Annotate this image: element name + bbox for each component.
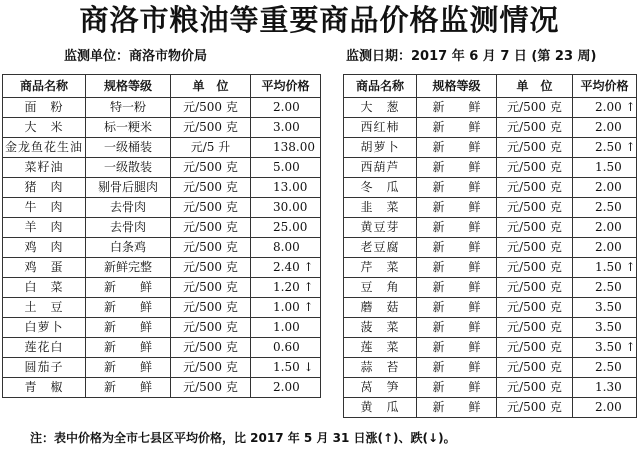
table-row	[344, 398, 637, 418]
unit-cell: 元/500 克	[497, 118, 573, 138]
product-name-cell: 西红柿	[344, 118, 417, 138]
grade-cell: 一级散装	[86, 158, 171, 178]
price-cell: 8.00	[251, 238, 321, 258]
unit-cell: 元/500 克	[497, 338, 573, 358]
product-name-cell: 黄豆芽	[344, 218, 417, 238]
unit-cell: 元/500 克	[497, 178, 573, 198]
price-cell: 2.50	[573, 198, 637, 218]
price-cell: 30.00	[251, 198, 321, 218]
table-row	[3, 138, 321, 158]
header-grade: 规格等级	[86, 75, 171, 98]
product-name-cell: 蒜 苔	[344, 358, 417, 378]
product-name-cell: 鸡 肉	[3, 238, 86, 258]
table-row	[3, 118, 321, 138]
unit-cell: 元/500 克	[171, 238, 251, 258]
grade-cell: 新 鲜	[417, 278, 497, 298]
product-name-cell: 土 豆	[3, 298, 86, 318]
product-name-cell: 金龙鱼花生油	[3, 138, 86, 158]
table-row	[3, 198, 321, 218]
price-cell: 1.50 ↑	[573, 258, 637, 278]
table-row	[3, 258, 321, 278]
product-name-cell: 蘑 菇	[344, 298, 417, 318]
table-row	[344, 178, 637, 198]
product-name-cell: 黄 瓜	[344, 398, 417, 418]
grade-cell: 新 鲜	[417, 158, 497, 178]
table-row	[344, 98, 637, 118]
unit-cell: 元/500 克	[497, 98, 573, 118]
unit-cell: 元/500 克	[497, 198, 573, 218]
product-name-cell: 莴 笋	[344, 378, 417, 398]
monitoring-unit: 监测单位：商洛市物价局	[64, 49, 208, 64]
price-cell: 1.50 ↓	[251, 358, 321, 378]
unit-cell: 元/500 克	[497, 138, 573, 158]
grade-cell: 新 鲜	[417, 398, 497, 418]
product-name-cell: 大 米	[3, 118, 86, 138]
grade-cell: 新 鲜	[417, 298, 497, 318]
table-row	[344, 138, 637, 158]
table-row	[3, 358, 321, 378]
header-average-price: 平均价格	[573, 75, 637, 98]
product-name-cell: 老豆腐	[344, 238, 417, 258]
header-average-price: 平均价格	[251, 75, 321, 98]
price-table-right-body	[344, 98, 637, 418]
price-cell: 13.00	[251, 178, 321, 198]
table-row	[344, 158, 637, 178]
table-row	[3, 338, 321, 358]
product-name-cell: 大 葱	[344, 98, 417, 118]
table-row	[344, 238, 637, 258]
grade-cell: 新 鲜	[86, 298, 171, 318]
product-name-cell: 圆茄子	[3, 358, 86, 378]
price-cell: 0.60	[251, 338, 321, 358]
unit-cell: 元/500 克	[171, 198, 251, 218]
grade-cell: 新 鲜	[417, 318, 497, 338]
grade-cell: 新 鲜	[417, 198, 497, 218]
unit-cell: 元/500 克	[171, 158, 251, 178]
grade-cell: 一级桶装	[86, 138, 171, 158]
price-cell: 1.00 ↑	[251, 298, 321, 318]
table-row	[3, 298, 321, 318]
unit-cell: 元/500 克	[497, 318, 573, 338]
grade-cell: 新 鲜	[86, 278, 171, 298]
grade-cell: 新 鲜	[417, 218, 497, 238]
price-cell: 2.40 ↑	[251, 258, 321, 278]
grade-cell: 白条鸡	[86, 238, 171, 258]
grade-cell: 新 鲜	[417, 358, 497, 378]
table-row	[3, 378, 321, 398]
table-row	[344, 338, 637, 358]
header-product-name: 商品名称	[344, 75, 417, 98]
price-cell: 2.00	[573, 118, 637, 138]
product-name-cell: 青 椒	[3, 378, 86, 398]
table-row	[344, 278, 637, 298]
unit-cell: 元/500 克	[497, 298, 573, 318]
unit-cell: 元/5 升	[171, 138, 251, 158]
grade-cell: 新 鲜	[417, 338, 497, 358]
unit-cell: 元/500 克	[171, 278, 251, 298]
price-cell: 2.00	[573, 398, 637, 418]
product-name-cell: 韭 菜	[344, 198, 417, 218]
unit-cell: 元/500 克	[171, 218, 251, 238]
grade-cell: 特一粉	[86, 98, 171, 118]
price-cell: 1.20 ↑	[251, 278, 321, 298]
unit-cell: 元/500 克	[171, 318, 251, 338]
product-name-cell: 莲 菜	[344, 338, 417, 358]
unit-cell: 元/500 克	[171, 98, 251, 118]
table-row	[344, 218, 637, 238]
unit-cell: 元/500 克	[171, 298, 251, 318]
table-header-row	[3, 75, 321, 98]
unit-cell: 元/500 克	[171, 338, 251, 358]
table-row	[3, 178, 321, 198]
unit-cell: 元/500 克	[171, 378, 251, 398]
product-name-cell: 白 菜	[3, 278, 86, 298]
price-cell: 3.50	[573, 318, 637, 338]
page-title: 商洛市粮油等重要商品价格监测情况	[79, 3, 560, 37]
table-row	[344, 318, 637, 338]
grade-cell: 新 鲜	[417, 118, 497, 138]
header-unit: 单 位	[497, 75, 573, 98]
unit-cell: 元/500 克	[497, 378, 573, 398]
price-table-right	[343, 74, 637, 418]
header-unit: 单 位	[171, 75, 251, 98]
header-grade: 规格等级	[417, 75, 497, 98]
grade-cell: 剔骨后腿肉	[86, 178, 171, 198]
unit-cell: 元/500 克	[497, 238, 573, 258]
grade-cell: 新 鲜	[417, 138, 497, 158]
grade-cell: 新 鲜	[417, 378, 497, 398]
price-cell: 1.50	[573, 158, 637, 178]
unit-cell: 元/500 克	[171, 258, 251, 278]
unit-cell: 元/500 克	[497, 398, 573, 418]
table-row	[3, 238, 321, 258]
grade-cell: 新 鲜	[86, 378, 171, 398]
product-name-cell: 菜籽油	[3, 158, 86, 178]
unit-cell: 元/500 克	[171, 358, 251, 378]
product-name-cell: 豆 角	[344, 278, 417, 298]
monitoring-date: 监测日期：2017 年 6 月 7 日 (第 23 周)	[346, 49, 597, 64]
grade-cell: 新鲜完整	[86, 258, 171, 278]
price-cell: 1.00	[251, 318, 321, 338]
product-name-cell: 菠 菜	[344, 318, 417, 338]
product-name-cell: 鸡 蛋	[3, 258, 86, 278]
price-cell: 5.00	[251, 158, 321, 178]
footnote: 注：表中价格为全市七县区平均价格，比 2017 年 5 月 31 日涨(↑)、跌(↓)。	[30, 431, 456, 445]
grade-cell: 去骨肉	[86, 198, 171, 218]
price-cell: 25.00	[251, 218, 321, 238]
table-row	[3, 158, 321, 178]
table-row	[3, 98, 321, 118]
price-cell: 3.50 ↑	[573, 338, 637, 358]
unit-cell: 元/500 克	[497, 278, 573, 298]
price-cell: 3.50	[573, 298, 637, 318]
table-row	[3, 278, 321, 298]
grade-cell: 新 鲜	[86, 358, 171, 378]
table-row	[344, 358, 637, 378]
unit-cell: 元/500 克	[171, 178, 251, 198]
grade-cell: 标一粳米	[86, 118, 171, 138]
grade-cell: 新 鲜	[417, 238, 497, 258]
price-cell: 2.50	[573, 278, 637, 298]
price-cell: 138.00	[251, 138, 321, 158]
grade-cell: 新 鲜	[417, 178, 497, 198]
table-row	[344, 198, 637, 218]
grade-cell: 新 鲜	[417, 98, 497, 118]
unit-cell: 元/500 克	[497, 358, 573, 378]
price-table-left	[2, 74, 321, 398]
table-row	[344, 378, 637, 398]
price-cell: 2.50	[573, 358, 637, 378]
product-name-cell: 胡萝卜	[344, 138, 417, 158]
table-row	[3, 218, 321, 238]
table-row	[344, 118, 637, 138]
price-cell: 2.00 ↑	[573, 98, 637, 118]
table-row	[344, 298, 637, 318]
price-cell: 1.30	[573, 378, 637, 398]
product-name-cell: 牛 肉	[3, 198, 86, 218]
header-product-name: 商品名称	[3, 75, 86, 98]
table-header-row	[344, 75, 637, 98]
table-row	[344, 258, 637, 278]
price-cell: 3.00	[251, 118, 321, 138]
table-row	[3, 318, 321, 338]
grade-cell: 新 鲜	[86, 318, 171, 338]
unit-cell: 元/500 克	[497, 258, 573, 278]
price-cell: 2.00	[573, 218, 637, 238]
grade-cell: 去骨肉	[86, 218, 171, 238]
product-name-cell: 羊 肉	[3, 218, 86, 238]
unit-cell: 元/500 克	[171, 118, 251, 138]
price-cell: 2.00	[251, 378, 321, 398]
product-name-cell: 猪 肉	[3, 178, 86, 198]
price-cell: 2.50 ↑	[573, 138, 637, 158]
product-name-cell: 芹 菜	[344, 258, 417, 278]
product-name-cell: 白萝卜	[3, 318, 86, 338]
product-name-cell: 莲花白	[3, 338, 86, 358]
grade-cell: 新 鲜	[417, 258, 497, 278]
product-name-cell: 冬 瓜	[344, 178, 417, 198]
price-cell: 2.00	[573, 178, 637, 198]
grade-cell: 新 鲜	[86, 338, 171, 358]
product-name-cell: 西葫芦	[344, 158, 417, 178]
price-cell: 2.00	[251, 98, 321, 118]
product-name-cell: 面 粉	[3, 98, 86, 118]
unit-cell: 元/500 克	[497, 158, 573, 178]
price-table-left-body	[3, 98, 321, 398]
price-cell: 2.00	[573, 238, 637, 258]
unit-cell: 元/500 克	[497, 218, 573, 238]
